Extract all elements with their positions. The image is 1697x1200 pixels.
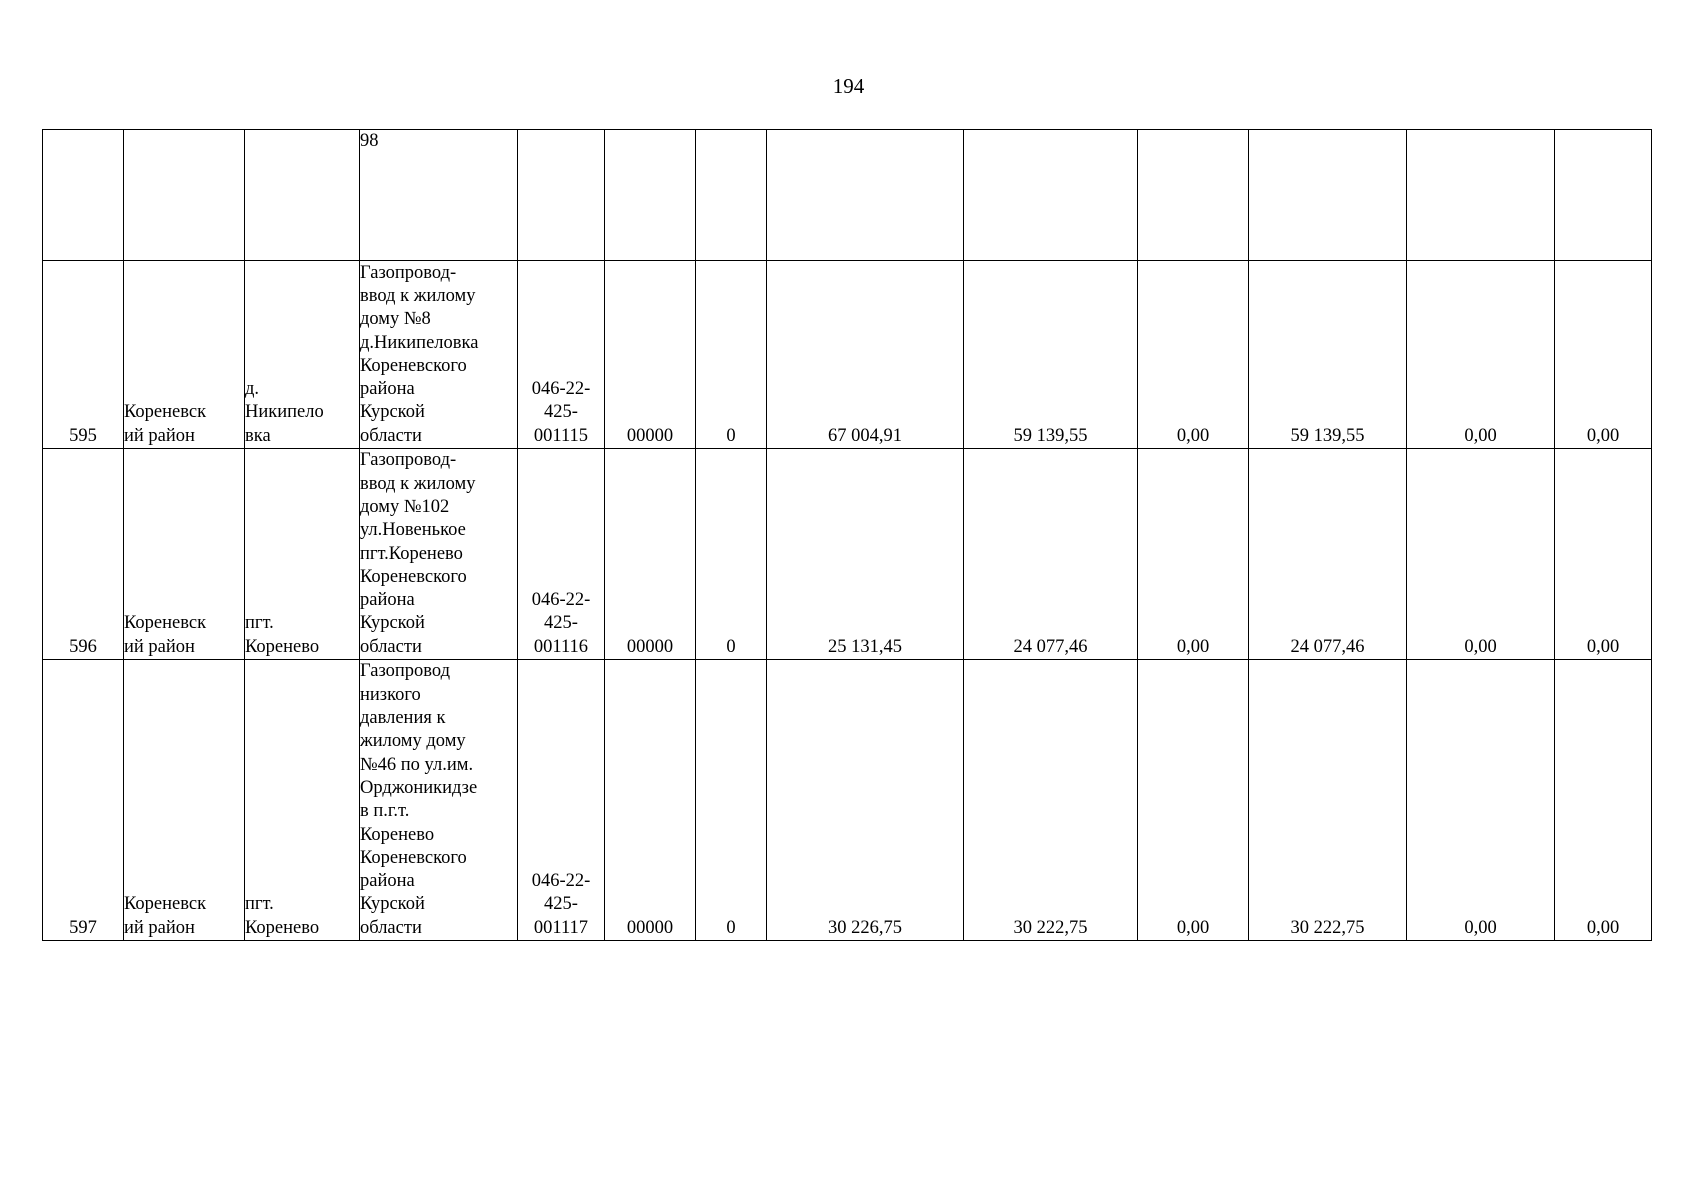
cell-value-2: 59 139,55: [964, 261, 1138, 449]
cell-value-5: 0,00: [1407, 449, 1555, 660]
cell-object-name: [360, 449, 518, 660]
name-line: дому №102: [360, 496, 450, 517]
continuation-row: [43, 130, 1652, 261]
code-line: 001115: [533, 425, 589, 446]
cell-value-2: [964, 130, 1138, 261]
cell-number: 595: [43, 261, 124, 449]
name-line: давления к: [360, 708, 446, 729]
settlement-line: пгт.: [245, 894, 274, 915]
cell-cadastral-code: [518, 449, 605, 660]
cell-value-4: 59 139,55: [1249, 261, 1407, 449]
cell-value-1: [767, 130, 964, 261]
name-line: Газопровод-: [360, 262, 457, 283]
district-line: Кореневск: [124, 402, 207, 423]
cell-object-name: 98: [360, 130, 518, 261]
page-number: 194: [832, 74, 865, 98]
cell-value-1: 67 004,91: [767, 261, 964, 449]
name-line: Коренево: [360, 824, 435, 845]
cell-value-3: 0,00: [1138, 660, 1249, 941]
district-line: Кореневск: [124, 613, 207, 634]
cell-number: 597: [43, 660, 124, 941]
name-line: района: [360, 379, 415, 400]
name-line: Газопровод-: [360, 450, 457, 471]
cell-value-1: 30 226,75: [767, 660, 964, 941]
cell-value-1: 25 131,45: [767, 449, 964, 660]
name-line: Кореневского: [360, 566, 467, 587]
cell-value-6: 0,00: [1555, 660, 1652, 941]
name-line: Курской: [360, 402, 425, 423]
table-row: [43, 449, 1652, 660]
name-line: в п.г.т.: [360, 801, 410, 822]
cell-cadastral-code: [518, 130, 605, 261]
cell-settlement: [245, 261, 360, 449]
cell-cadastral-code: [518, 660, 605, 941]
cell-value-4: 24 077,46: [1249, 449, 1407, 660]
code-line: 046-22-: [531, 871, 591, 892]
name-line: Орджоникидзе: [360, 777, 478, 798]
name-line: жилому дому: [360, 731, 466, 752]
cell-object-name: [360, 261, 518, 449]
cell-number: [43, 130, 124, 261]
cell-zeros: 00000: [605, 660, 696, 941]
name-line: области: [360, 917, 422, 938]
cell-value-5: [1407, 130, 1555, 261]
cell-district: [124, 449, 245, 660]
name-line: дому №8: [360, 309, 431, 330]
code-line: 425-: [544, 613, 578, 634]
name-line: №46 по ул.им.: [360, 754, 474, 775]
cell-value-5: 0,00: [1407, 261, 1555, 449]
cell-settlement: [245, 130, 360, 261]
name-line: области: [360, 425, 422, 446]
cell-flag: 0: [696, 449, 767, 660]
code-line: 046-22-: [531, 590, 591, 611]
cell-settlement: [245, 449, 360, 660]
name-line: Курской: [360, 613, 425, 634]
cell-value-2: 30 222,75: [964, 660, 1138, 941]
cell-value-3: 0,00: [1138, 261, 1249, 449]
cell-value-6: [1555, 130, 1652, 261]
settlement-line: Никипело: [245, 402, 324, 423]
name-line: Кореневского: [360, 355, 467, 376]
cell-flag: 0: [696, 660, 767, 941]
name-line: ввод к жилому: [360, 473, 476, 494]
name-line: низкого: [360, 684, 421, 705]
cell-object-name: [360, 660, 518, 941]
code-line: 046-22-: [531, 379, 591, 400]
district-line: ий район: [124, 636, 195, 657]
settlement-line: Коренево: [245, 636, 320, 657]
code-line: 001116: [533, 636, 589, 657]
name-line: района: [360, 590, 415, 611]
settlement-line: вка: [245, 425, 271, 446]
cell-value-6: 0,00: [1555, 261, 1652, 449]
table-row: [43, 660, 1652, 941]
district-line: ий район: [124, 917, 195, 938]
cell-cadastral-code: [518, 261, 605, 449]
cell-value-4: 30 222,75: [1249, 660, 1407, 941]
cell-value-5: 0,00: [1407, 660, 1555, 941]
name-line: Газопровод: [360, 661, 451, 682]
name-line: района: [360, 871, 415, 892]
name-line: ввод к жилому: [360, 285, 476, 306]
cell-flag: [696, 130, 767, 261]
district-line: ий район: [124, 425, 195, 446]
cell-value-3: 0,00: [1138, 449, 1249, 660]
cell-flag: 0: [696, 261, 767, 449]
name-line: пгт.Коренево: [360, 543, 463, 564]
name-line: Кореневского: [360, 847, 467, 868]
code-line: 425-: [544, 894, 578, 915]
name-line: Курской: [360, 894, 425, 915]
code-line: 001117: [533, 917, 589, 938]
cell-zeros: 00000: [605, 449, 696, 660]
settlement-line: пгт.: [245, 613, 274, 634]
code-line: 425-: [544, 402, 578, 423]
cell-district: [124, 660, 245, 941]
settlement-line: д.: [245, 379, 260, 400]
district-line: Кореневск: [124, 894, 207, 915]
table-row: [43, 261, 1652, 449]
cell-district: [124, 261, 245, 449]
cell-zeros: [605, 130, 696, 261]
cell-district: [124, 130, 245, 261]
cell-value-3: [1138, 130, 1249, 261]
cell-zeros: 00000: [605, 261, 696, 449]
name-line: области: [360, 636, 422, 657]
cell-value-2: 24 077,46: [964, 449, 1138, 660]
cell-value-4: [1249, 130, 1407, 261]
name-line: д.Никипеловка: [360, 332, 479, 353]
cell-settlement: [245, 660, 360, 941]
settlement-line: Коренево: [245, 917, 320, 938]
cell-number: 596: [43, 449, 124, 660]
name-line: ул.Новенькое: [360, 520, 466, 541]
cell-value-6: 0,00: [1555, 449, 1652, 660]
register-table: [42, 129, 1652, 941]
